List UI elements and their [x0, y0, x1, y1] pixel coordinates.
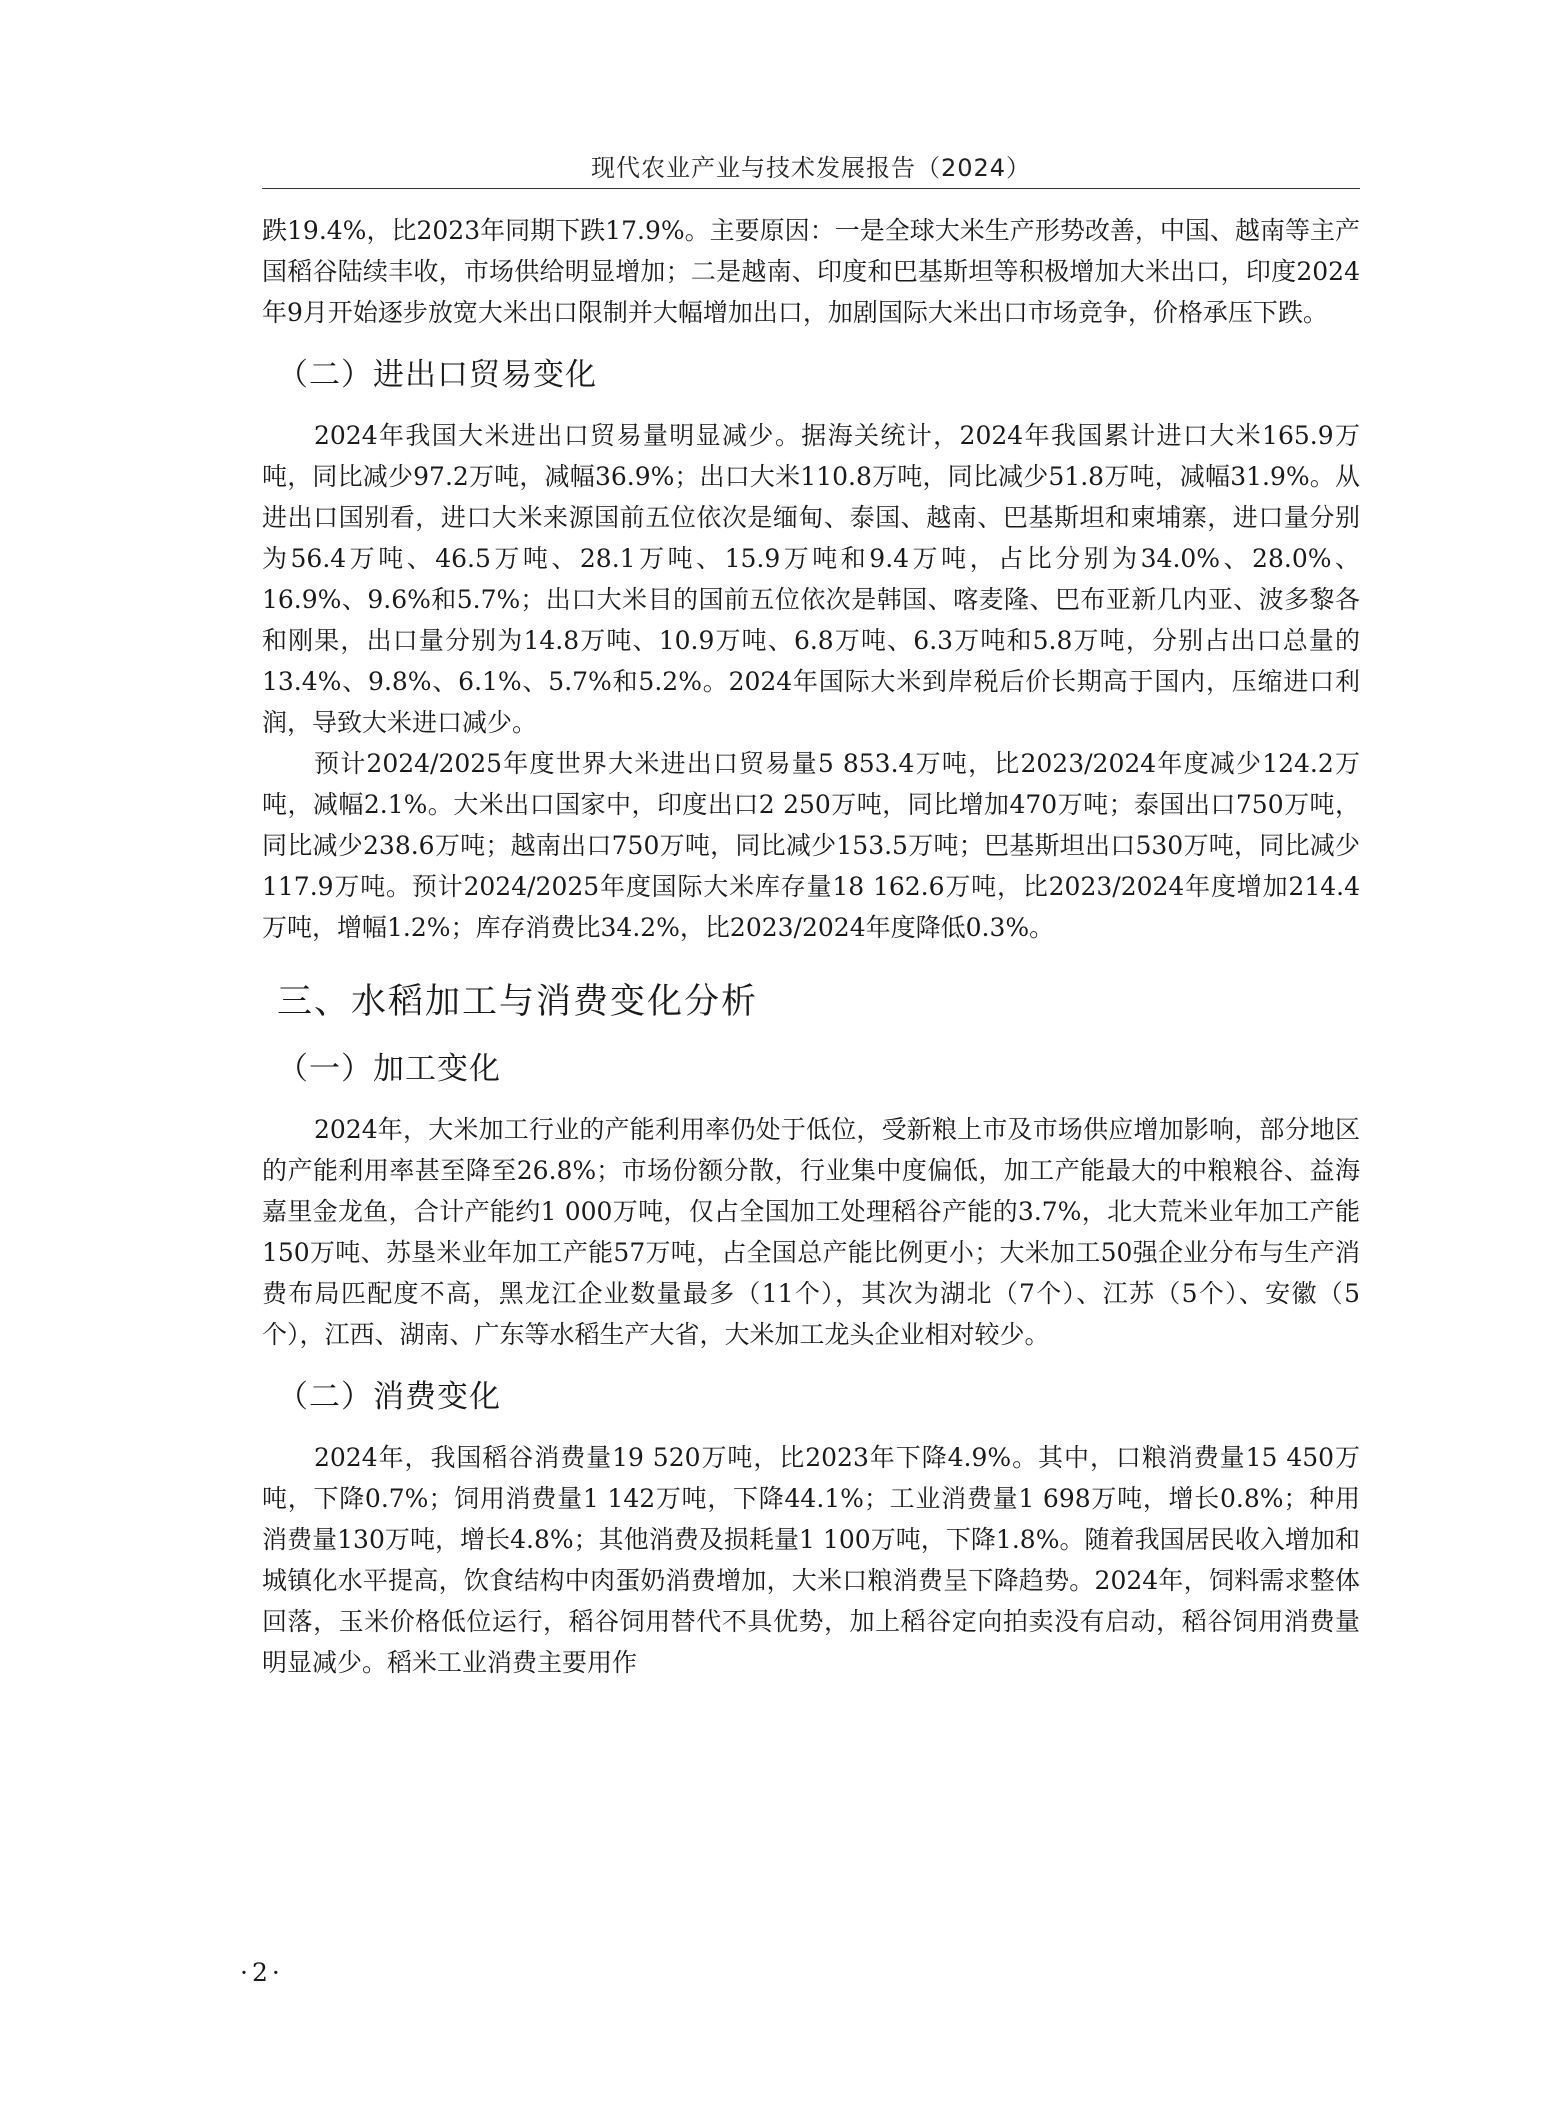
page-number: ·2· — [240, 1958, 284, 1987]
page-content — [262, 210, 1360, 1683]
paragraph-consumption: 2024年，我国稻谷消费量19 520万吨，比2023年下降4.9%。其中，口粮消费量15 450万吨，下降0.7%；饲用消费量1 142万吨，下降44.1%；工业消费量1 698万吨，增长0.8%；种用消费量130万吨，增长4.8%；其他消费及损耗量1 100万吨，下降1.8%。随着我国居民收入增加和城镇化水平提高，饮食结构中肉蛋奶消费增加，大米口粮消费呈下降趋势。2024年，饲料需求整体回落，玉米价格低位运行，稻谷饲用替代不具优势，加上稻谷定向拍卖没有启动，稻谷饲用消费量明显减少。稻米工业消费主要用作 — [262, 1443, 1360, 1677]
heading-processing-change: （一）加工变化 — [277, 1051, 501, 1087]
paragraph-processing: 2024年，大米加工行业的产能利用率仍处于低位，受新粮上市及市场供应增加影响，部分地区的产能利用率甚至降至26.8%；市场份额分散，行业集中度偏低，加工产能最大的中粮粮谷、益海嘉里金龙鱼，合计产能约1 000万吨，仅占全国加工处理稻谷产能的3.7%，北大荒米业年加工产能150万吨、苏垦米业年加工产能57万吨，占全国总产能比例更小；大米加工50强企业分布与生产消费布局匹配度不高，黑龙江企业数量最多（11个），其次为湖北（7个）、江苏（5个）、安徽（5个），江西、湖南、广东等水稻生产大省，大米加工龙头企业相对较少。 — [262, 1115, 1360, 1349]
paragraph-price-continuation: 跌19.4%，比2023年同期下跌17.9%。主要原因：一是全球大米生产形势改善，中国、越南等主产国稻谷陆续丰收，市场供给明显增加；二是越南、印度和巴基斯坦等积极增加大米出口，印度2024年9月开始逐步放宽大米出口限制并大幅增加出口，加剧国际大米出口市场竞争，价格承压下跌。 — [262, 216, 1360, 327]
paragraph-trade-volume: 2024年我国大米进出口贸易量明显减少。据海关统计，2024年我国累计进口大米165.9万吨，同比减少97.2万吨，减幅36.9%；出口大米110.8万吨，同比减少51.8万吨，减幅31.9%。从进出口国别看，进口大米来源国前五位依次是缅甸、泰国、越南、巴基斯坦和柬埔寨，进口量分别为56.4万吨、46.5万吨、28.1万吨、15.9万吨和9.4万吨，占比分别为34.0%、28.0%、16.9%、9.6%和5.7%；出口大米目的国前五位依次是韩国、喀麦隆、巴布亚新几内亚、波多黎各和刚果，出口量分别为14.8万吨、10.9万吨、6.8万吨、6.3万吨和5.8万吨，分别占出口总量的13.4%、9.8%、6.1%、5.7%和5.2%。2024年国际大米到岸税后价长期高于国内，压缩进口利润，导致大米进口减少。 — [262, 421, 1360, 737]
running-header: 现代农业产业与技术发展报告（2024） — [590, 154, 1032, 182]
heading-trade-change: （二）进出口贸易变化 — [277, 357, 597, 393]
paragraph-trade-forecast: 预计2024/2025年度世界大米进出口贸易量5 853.4万吨，比2023/2024年度减少124.2万吨，减幅2.1%。大米出口国家中，印度出口2 250万吨，同比增加470万吨；泰国出口750万吨，同比减少238.6万吨；越南出口750万吨，同比减少153.5万吨；巴基斯坦出口530万吨，同比减少117.9万吨。预计2024/2025年度国际大米库存量18 162.6万吨，比2023/2024年度增加214.4万吨，增幅1.2%；库存消费比34.2%，比2023/2024年度降低0.3%。 — [262, 749, 1360, 942]
heading-consumption-change: （二）消费变化 — [277, 1379, 501, 1415]
heading-section-processing-consumption: 三、水稻加工与消费变化分析 — [277, 982, 759, 1022]
header-rule — [262, 188, 1360, 189]
